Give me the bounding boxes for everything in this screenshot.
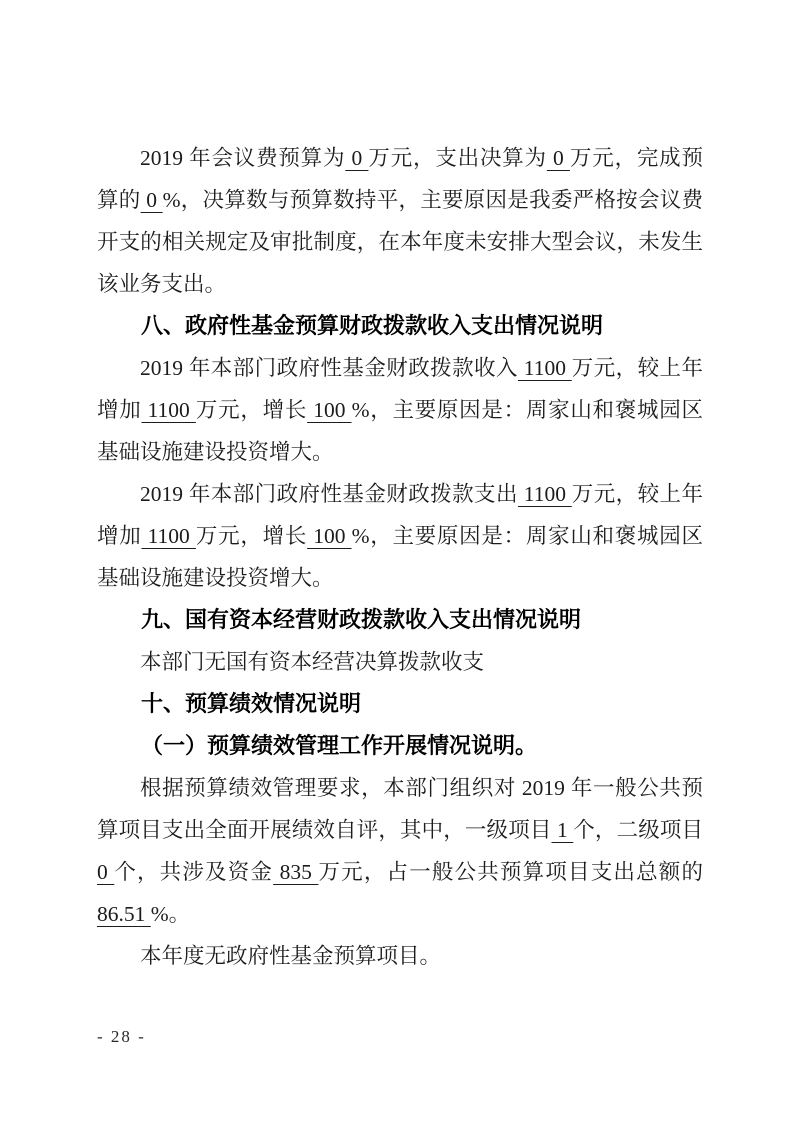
section-heading-9	[97, 599, 703, 641]
underlined-value: 0	[345, 146, 369, 170]
paragraph-conference-fee	[97, 137, 703, 305]
underlined-value: 86.51	[97, 902, 151, 926]
section-heading-10	[97, 683, 703, 725]
text-run: 根据预算绩效管理要求，本部门组织对 2019 年一般公共预算项目支出全面开展绩效自评，其中，一级项目	[97, 776, 703, 842]
underlined-value: 1100	[517, 356, 572, 380]
text-run: 万元，增长	[195, 524, 308, 548]
text-run: 个，二级项目	[573, 818, 703, 842]
text-run: 十、预算绩效情况说明	[141, 691, 362, 716]
text-run: 个，共涉及资金	[114, 860, 274, 884]
underlined-value: 1100	[141, 398, 196, 422]
underlined-value: 0	[546, 146, 570, 170]
underlined-value: 100	[307, 524, 352, 548]
text-run: 万元，较上年增加	[97, 482, 703, 548]
paragraph-gov-fund-expense	[97, 473, 703, 599]
underlined-value: 100	[307, 398, 352, 422]
document-content	[97, 137, 703, 977]
text-run: 八、政府性基金预算财政拨款收入支出情况说明	[141, 313, 604, 338]
underlined-value: 0	[140, 188, 163, 212]
text-run: 本年度无政府性基金预算项目。	[140, 944, 442, 968]
text-run: 2019 年本部门政府性基金财政拨款支出	[140, 482, 518, 506]
text-run: （一）预算绩效管理工作开展情况说明。	[141, 733, 538, 758]
page-number: - 28 -	[97, 1027, 146, 1046]
text-run: 万元，较上年增加	[97, 356, 703, 422]
text-run: 万元，完成预算的	[97, 146, 703, 212]
underlined-value: 0	[97, 860, 115, 884]
paragraph-performance-eval	[97, 767, 703, 935]
text-run: %。	[150, 902, 191, 926]
text-run: %，决算数与预算数持平，主要原因是我委严格按会议费开支的相关规定及审批制度，在本年度未安排大型会议，未发生该业务支出。	[97, 188, 703, 296]
text-run: 九、国有资本经营财政拨款收入支出情况说明	[141, 607, 582, 632]
underlined-value: 1100	[141, 524, 196, 548]
paragraph-state-capital	[97, 641, 703, 683]
text-run: 2019 年会议费预算为	[140, 146, 346, 170]
text-run: 万元，占一般公共预算项目支出总额的	[318, 860, 703, 884]
paragraph-gov-fund-income	[97, 347, 703, 473]
underlined-value: 1	[551, 818, 574, 842]
subsection-heading-1	[97, 725, 703, 767]
paragraph-no-gov-fund-project	[97, 935, 703, 977]
underlined-value: 835	[273, 860, 319, 884]
text-run: 万元，增长	[195, 398, 308, 422]
text-run: 2019 年本部门政府性基金财政拨款收入	[140, 356, 518, 380]
section-heading-8	[97, 305, 703, 347]
text-run: %，主要原因是：周家山和褒城园区基础设施建设投资增大。	[97, 398, 703, 464]
text-run: 本部门无国有资本经营决算拨款收支	[140, 650, 485, 674]
text-run: 万元，支出决算为	[368, 146, 547, 170]
underlined-value: 1100	[517, 482, 572, 506]
text-run: %，主要原因是：周家山和褒城园区基础设施建设投资增大。	[97, 524, 703, 590]
